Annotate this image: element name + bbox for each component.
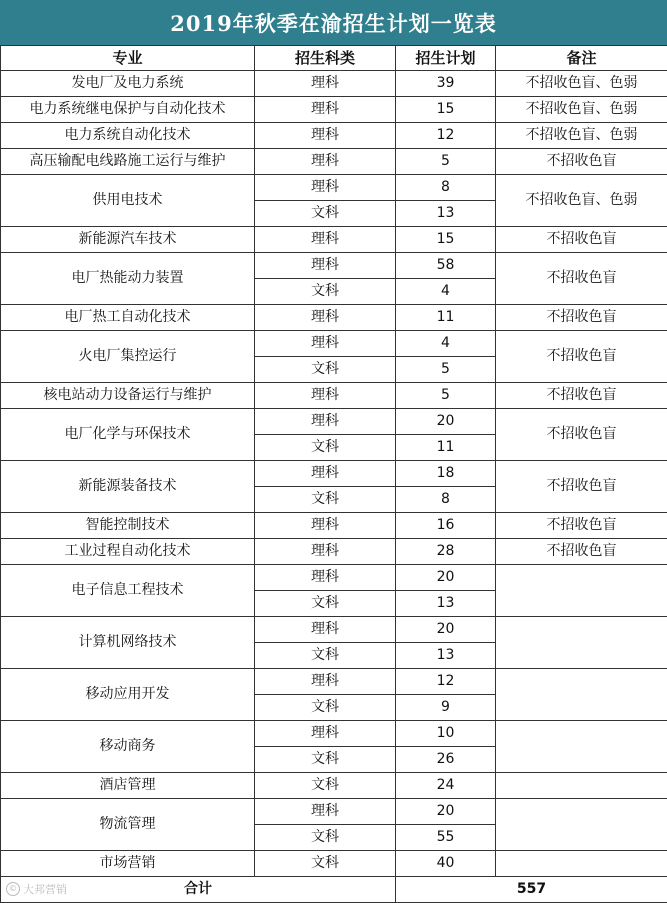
major-name: 移动商务: [1, 721, 255, 773]
table-row: [1, 149, 667, 175]
enrollment-table: [0, 45, 667, 903]
note-cell: 不招收色盲: [496, 383, 667, 409]
note-cell: 不招收色盲: [496, 539, 667, 565]
plan-count-cell: 11: [396, 435, 496, 461]
plan-count-cell: 58: [396, 253, 496, 279]
plan-count-cell: 39: [396, 71, 496, 97]
subject-type-cell: 理科: [255, 71, 396, 97]
major-name: 电厂热能动力装置: [1, 253, 255, 305]
table-row: [1, 721, 667, 747]
major-name: 电厂化学与环保技术: [1, 409, 255, 461]
note-cell: 不招收色盲、色弱: [496, 71, 667, 97]
plan-count-cell: 16: [396, 513, 496, 539]
subject-type-cell: 文科: [255, 825, 396, 851]
note-cell: [496, 721, 667, 773]
plan-count-cell: 13: [396, 643, 496, 669]
subject-type-cell: 理科: [255, 175, 396, 201]
header-note: 备注: [496, 46, 667, 71]
plan-count-cell: 9: [396, 695, 496, 721]
subject-type-cell: 理科: [255, 409, 396, 435]
major-name: 酒店管理: [1, 773, 255, 799]
subject-type-cell: 文科: [255, 201, 396, 227]
table-row: [1, 565, 667, 591]
plan-count-cell: 5: [396, 149, 496, 175]
table-row: [1, 227, 667, 253]
subject-type-cell: 理科: [255, 565, 396, 591]
table-row: [1, 383, 667, 409]
table-row: [1, 409, 667, 435]
plan-count-cell: 15: [396, 97, 496, 123]
major-name: 发电厂及电力系统: [1, 71, 255, 97]
note-cell: 不招收色盲、色弱: [496, 97, 667, 123]
plan-count-cell: 4: [396, 279, 496, 305]
subject-type-cell: 理科: [255, 305, 396, 331]
note-cell: 不招收色盲: [496, 461, 667, 513]
subject-type-cell: 理科: [255, 253, 396, 279]
major-name: 电厂热工自动化技术: [1, 305, 255, 331]
subject-type-cell: 理科: [255, 97, 396, 123]
note-cell: [496, 851, 667, 877]
plan-count-cell: 55: [396, 825, 496, 851]
plan-count-cell: 20: [396, 565, 496, 591]
note-cell: 不招收色盲: [496, 305, 667, 331]
plan-count-cell: 20: [396, 799, 496, 825]
major-name: 供用电技术: [1, 175, 255, 227]
subject-type-cell: 理科: [255, 149, 396, 175]
table-row: [1, 851, 667, 877]
table-row: [1, 253, 667, 279]
note-cell: [496, 565, 667, 617]
table-row: [1, 331, 667, 357]
major-name: 电子信息工程技术: [1, 565, 255, 617]
major-name: 工业过程自动化技术: [1, 539, 255, 565]
plan-count-cell: 8: [396, 487, 496, 513]
note-cell: 不招收色盲、色弱: [496, 123, 667, 149]
subject-type-cell: 文科: [255, 747, 396, 773]
major-name: 新能源汽车技术: [1, 227, 255, 253]
header-major: 专业: [1, 46, 255, 71]
note-cell: [496, 669, 667, 721]
plan-count-cell: 10: [396, 721, 496, 747]
table-row: [1, 175, 667, 201]
subject-type-cell: 文科: [255, 591, 396, 617]
plan-count-cell: 13: [396, 201, 496, 227]
major-name: 新能源装备技术: [1, 461, 255, 513]
table-row: [1, 123, 667, 149]
subject-type-cell: 文科: [255, 279, 396, 305]
plan-count-cell: 40: [396, 851, 496, 877]
note-cell: 不招收色盲: [496, 149, 667, 175]
major-name: 核电站动力设备运行与维护: [1, 383, 255, 409]
plan-count-cell: 12: [396, 669, 496, 695]
major-name: 智能控制技术: [1, 513, 255, 539]
major-name: 物流管理: [1, 799, 255, 851]
header-subject-type: 招生科类: [255, 46, 396, 71]
total-label: 合计: [1, 877, 396, 903]
subject-type-cell: 文科: [255, 643, 396, 669]
major-name: 市场营销: [1, 851, 255, 877]
note-cell: 不招收色盲: [496, 513, 667, 539]
subject-type-cell: 理科: [255, 799, 396, 825]
subject-type-cell: 文科: [255, 695, 396, 721]
major-name: 火电厂集控运行: [1, 331, 255, 383]
subject-type-cell: 理科: [255, 383, 396, 409]
plan-count-cell: 26: [396, 747, 496, 773]
plan-count-cell: 11: [396, 305, 496, 331]
subject-type-cell: 理科: [255, 721, 396, 747]
table-row: [1, 513, 667, 539]
header-plan: 招生计划: [396, 46, 496, 71]
table-row: [1, 773, 667, 799]
plan-count-cell: 5: [396, 357, 496, 383]
page-title: 2019年秋季在渝招生计划一览表: [0, 0, 667, 45]
note-cell: [496, 799, 667, 851]
plan-count-cell: 24: [396, 773, 496, 799]
table-row: [1, 97, 667, 123]
table-row: [1, 799, 667, 825]
subject-type-cell: 理科: [255, 539, 396, 565]
plan-count-cell: 13: [396, 591, 496, 617]
plan-count-cell: 28: [396, 539, 496, 565]
table-row: [1, 669, 667, 695]
plan-count-cell: 20: [396, 617, 496, 643]
major-name: 计算机网络技术: [1, 617, 255, 669]
table-body: [1, 71, 667, 877]
subject-type-cell: 理科: [255, 617, 396, 643]
plan-count-cell: 5: [396, 383, 496, 409]
watermark-logo-icon: ©: [6, 882, 20, 896]
note-cell: 不招收色盲: [496, 227, 667, 253]
subject-type-cell: 理科: [255, 123, 396, 149]
major-name: 移动应用开发: [1, 669, 255, 721]
subject-type-cell: 文科: [255, 851, 396, 877]
table-row: [1, 461, 667, 487]
plan-count-cell: 20: [396, 409, 496, 435]
header-row: [1, 46, 667, 71]
major-name: 电力系统继电保护与自动化技术: [1, 97, 255, 123]
note-cell: 不招收色盲: [496, 331, 667, 383]
note-cell: 不招收色盲、色弱: [496, 175, 667, 227]
subject-type-cell: 文科: [255, 357, 396, 383]
plan-count-cell: 4: [396, 331, 496, 357]
plan-count-cell: 18: [396, 461, 496, 487]
subject-type-cell: 文科: [255, 435, 396, 461]
major-name: 高压输配电线路施工运行与维护: [1, 149, 255, 175]
major-name: 电力系统自动化技术: [1, 123, 255, 149]
table-row: [1, 71, 667, 97]
note-cell: 不招收色盲: [496, 409, 667, 461]
plan-count-cell: 12: [396, 123, 496, 149]
table-row: [1, 305, 667, 331]
plan-count-cell: 8: [396, 175, 496, 201]
subject-type-cell: 理科: [255, 461, 396, 487]
total-row: [1, 877, 667, 903]
subject-type-cell: 理科: [255, 331, 396, 357]
subject-type-cell: 文科: [255, 487, 396, 513]
watermark-text: 大邦营销: [23, 883, 67, 896]
note-cell: [496, 773, 667, 799]
plan-count-cell: 15: [396, 227, 496, 253]
subject-type-cell: 理科: [255, 669, 396, 695]
subject-type-cell: 文科: [255, 773, 396, 799]
note-cell: [496, 617, 667, 669]
table-row: [1, 617, 667, 643]
subject-type-cell: 理科: [255, 227, 396, 253]
note-cell: 不招收色盲: [496, 253, 667, 305]
table-row: [1, 539, 667, 565]
total-value: 557: [396, 877, 667, 903]
subject-type-cell: 理科: [255, 513, 396, 539]
